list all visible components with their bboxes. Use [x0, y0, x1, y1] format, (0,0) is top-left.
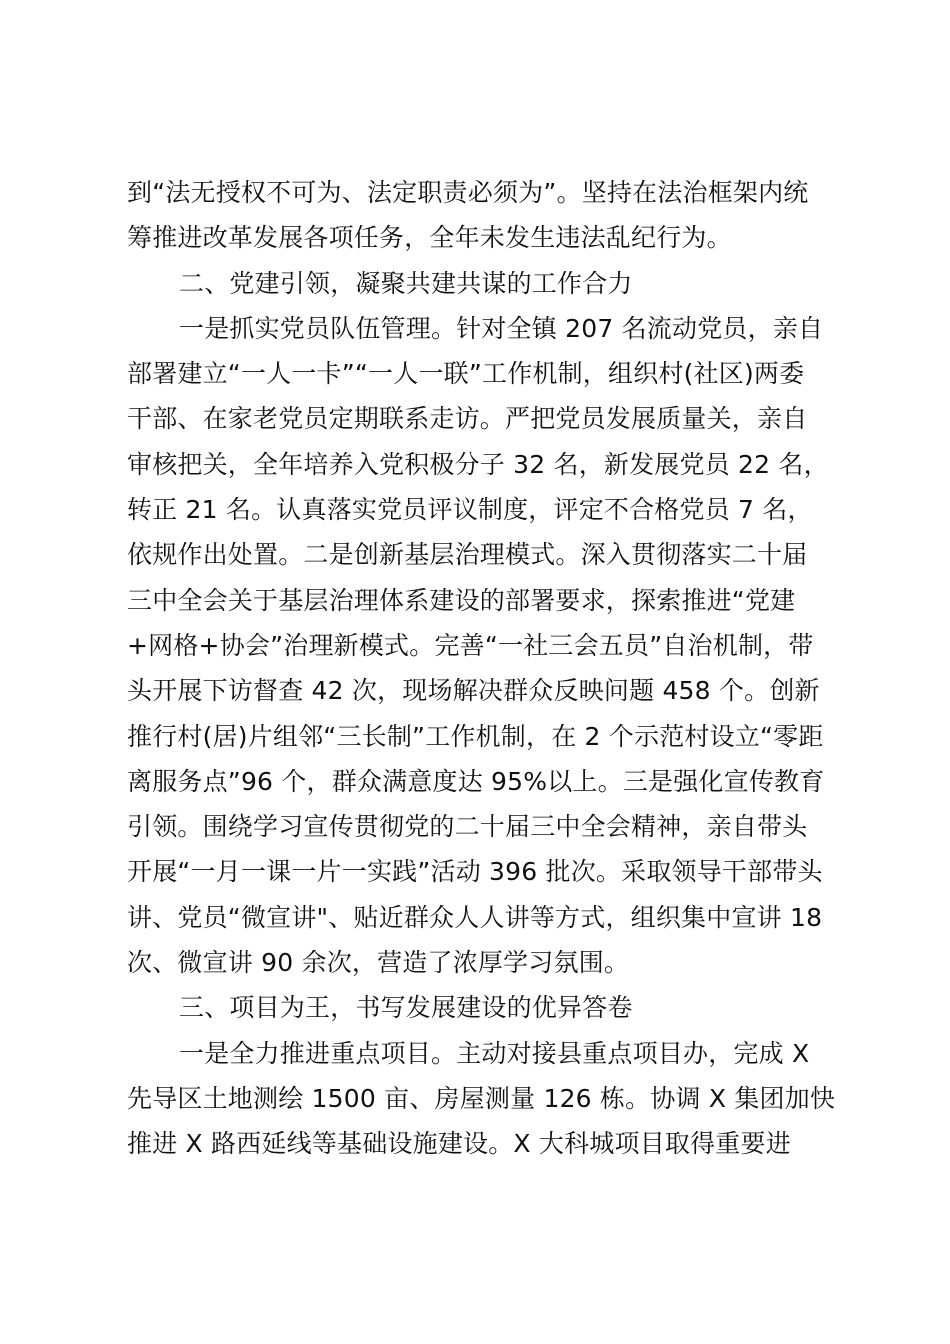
- section-heading: 三、项目为王，书写发展建设的优异答卷: [179, 993, 633, 1023]
- text-line: 到“法无授权不可为、法定职责必须为”。坚持在法治框架内统: [127, 178, 809, 207]
- text-line: 部署建立“一人一卡”“一人一联”工作机制，组织村(社区)两委: [127, 359, 805, 389]
- paragraph-start: 一是全力推进重点项目。主动对接县重点项目办，完成 X: [179, 1038, 810, 1068]
- text-line: 次、微宣讲 90 余次，营造了浓厚学习氛围。: [127, 948, 630, 978]
- text-line: 先导区土地测绘 1500 亩、房屋测量 126 栋。协调 X 集团加快: [127, 1083, 836, 1113]
- text-line: 讲、党员“微宣讲"、贴近群众人人讲等方式，组织集中宣讲 18: [127, 902, 823, 932]
- text-line: 干部、在家老党员定期联系走访。严把党员发展质量关，亲自: [127, 404, 808, 434]
- text-line: 头开展下访督查 42 次，现场解决群众反映问题 458 个。创新: [127, 676, 820, 706]
- text-line: 转正 21 名。认真落实党员评议制度，评定不合格党员 7 名，: [127, 495, 813, 525]
- text-line: 离服务点”96 个，群众满意度达 95%以上。三是强化宣传教育: [127, 766, 825, 796]
- text-line: 依规作出处置。二是创新基层治理模式。深入贯彻落实二十届: [127, 540, 808, 570]
- text-line: 引领。围绕学习宣传贯彻党的二十届三中全会精神，亲自带头: [127, 812, 808, 842]
- text-line: 筹推进改革发展各项任务，全年未发生违法乱纪行为。: [127, 223, 732, 253]
- section-heading: 二、党建引领，凝聚共建共谋的工作合力: [179, 268, 633, 298]
- paragraph-start: 一是抓实党员队伍管理。针对全镇 207 名流动党员，亲自: [179, 313, 824, 343]
- text-line: +网格+协会”治理新模式。完善“一社三会五员”自治机制，带: [127, 630, 814, 660]
- body-text: [127, 170, 836, 1167]
- text-line: 推行村(居)片组邻“三长制”工作机制，在 2 个示范村设立“零距: [127, 721, 824, 751]
- text-line: 推进 X 路西延线等基础设施建设。X 大科城项目取得重要进: [127, 1129, 791, 1159]
- text-line: 审核把关，全年培养入党积极分子 32 名，新发展党员 22 名，: [127, 449, 829, 479]
- text-line: 三中全会关于基层治理体系建设的部署要求，探索推进“党建: [127, 585, 796, 615]
- text-line: 开展“一月一课一片一实践”活动 396 批次。采取领导干部带头: [127, 857, 823, 887]
